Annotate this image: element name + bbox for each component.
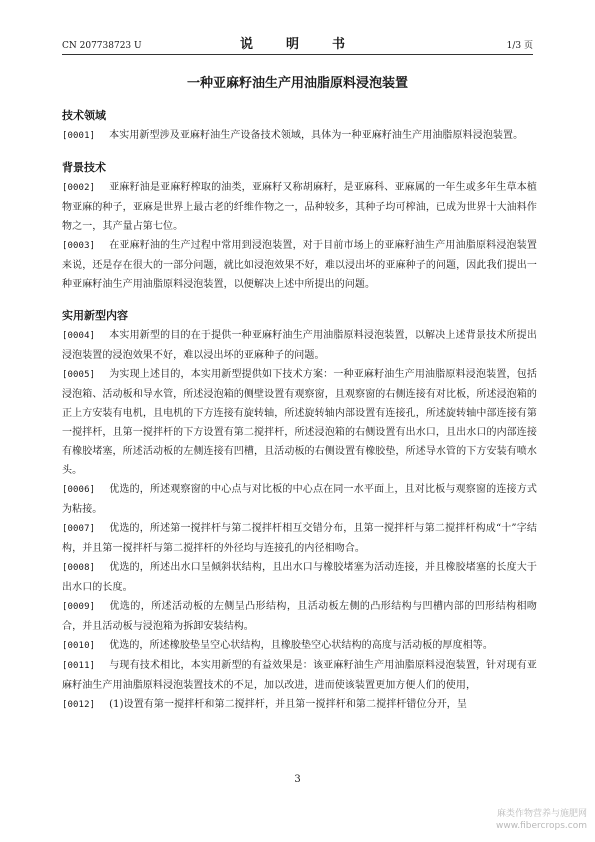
paragraph-text: 优选的，所述出水口呈倾斜状结构，且出水口与橡胶堵塞为活动连接，并且橡胶堵塞的长度大于出水口的长度。: [62, 562, 537, 593]
paragraph-number: [0010]: [62, 641, 96, 651]
watermark-url: www.fibercrops.com: [496, 821, 587, 831]
paragraph-number: [0005]: [62, 370, 96, 380]
paragraph-number: [0012]: [62, 700, 96, 710]
paragraph-text: 在亚麻籽油的生产过程中常用到浸泡装置，对于目前市场上的亚麻籽油生产用油脂原料浸泡装置来说，还是存在很大的一部分问题，就比如浸泡效果不好，难以浸出坏的亚麻种子的问题，因此我们提出一种亚麻籽油生产用油脂原料浸泡装置，以便解决上述中所提出的问题。: [62, 240, 537, 290]
paragraph: [62, 178, 537, 236]
document-title: 一种亚麻籽油生产用油脂原料浸泡装置: [186, 76, 408, 91]
paragraph-number: [0006]: [62, 485, 96, 495]
paragraph: [62, 597, 537, 636]
paragraph-number: [0009]: [62, 602, 96, 612]
paragraph-number: [0007]: [62, 524, 96, 534]
paragraph: [62, 326, 537, 365]
paragraph-text: 优选的，所述活动板的左侧呈凸形结构，且活动板左侧的凸形结构与凹槽内部的凹形结构相吻合，并且活动板与浸泡箱为拆卸安装结构。: [62, 601, 537, 632]
paragraph: [62, 126, 537, 146]
paragraph-number: [0011]: [62, 661, 96, 671]
paragraph-text: 优选的，所述橡胶垫呈空心状结构，且橡胶垫空心状结构的高度与活动板的厚度相等。: [109, 640, 493, 651]
paragraph: [62, 695, 537, 715]
paragraph: [62, 365, 537, 480]
paragraph-text: 本实用新型的目的在于提供一种亚麻籽油生产用油脂原料浸泡装置，以解决上述背景技术所提出浸泡装置的浸泡效果不好，难以浸出坏的亚麻种子的问题。: [62, 330, 537, 361]
page-number: 3: [294, 774, 301, 785]
paragraph-text: 与现有技术相比，本实用新型的有益效果是：该亚麻籽油生产用油脂原料浸泡装置，针对现有亚麻籽油生产用油脂原料浸泡装置技术的不足，加以改进，进而使该装置更加方便人们的使用，: [62, 660, 537, 691]
paragraph: [62, 519, 537, 558]
doc-number: CN 207738723 U: [62, 41, 142, 51]
section-heading: 背景技术: [62, 161, 106, 174]
paragraph: [62, 636, 537, 656]
paragraph: [62, 236, 537, 294]
document-body: [62, 108, 537, 715]
paragraph-text: 优选的，所述观察窗的中心点与对比板的中心点在同一水平面上，且对比板与观察窗的连接方式为粘接。: [62, 484, 537, 515]
watermark-line: 麻类作物营养与施肥网: [496, 809, 587, 819]
watermark: [496, 808, 587, 832]
paragraph-text: 为实现上述目的，本实用新型提供如下技术方案：一种亚麻籽油生产用油脂原料浸泡装置，包括浸泡箱、活动板和导水管，所述浸泡箱的侧壁设置有观察窗，且观察窗的右侧连接有对比板，所述浸泡箱的正上方安装有电机，且电机的下方连接有旋转轴，所述旋转轴内部设置有连接孔，所述旋转轴中部连接有第一搅拌杆，且第一搅拌杆的下方设置有第二搅拌杆，所述浸泡箱的右侧设置有出水口，且出水口的内部连接有橡胶堵塞，所述活动板的左侧连接有凹槽，且活动板的右侧设置有橡胶垫，所述导水管的下方安装有喷水头。: [62, 369, 537, 476]
doc-type-label: 说 明 书: [239, 37, 355, 52]
paragraph-number: [0001]: [62, 131, 96, 141]
paragraph-number: [0002]: [62, 183, 96, 193]
paragraph: [62, 656, 537, 695]
paragraph-text: (1)设置有第一搅拌杆和第二搅拌杆，并且第一搅拌杆和第二搅拌杆错位分开，呈: [109, 699, 467, 710]
paragraph-number: [0003]: [62, 241, 96, 251]
paragraph-number: [0004]: [62, 331, 96, 341]
paragraph-text: 亚麻籽油是亚麻籽榨取的油类，亚麻籽又称胡麻籽，是亚麻科、亚麻属的一年生或多年生草本植物亚麻的种子，亚麻是世界上最古老的纤维作物之一，品种较多，其种子均可榨油，已成为世界十大油料作物之一，其产量占第七位。: [62, 182, 537, 232]
paragraph: [62, 480, 537, 519]
paragraph-number: [0008]: [62, 563, 96, 573]
section-heading: 技术领域: [62, 109, 106, 122]
paragraph-text: 优选的，所述第一搅拌杆与第二搅拌杆相互交错分布，且第一搅拌杆与第二搅拌杆构成“十”字结构，并且第一搅拌杆与第二搅拌杆的外径均与连接孔的内径相吻合。: [62, 523, 537, 554]
page-header: [62, 36, 533, 55]
section-heading: 实用新型内容: [62, 309, 128, 322]
paragraph: [62, 558, 537, 597]
page-indicator: 1/3 页: [506, 41, 533, 51]
paragraph-text: 本实用新型涉及亚麻籽油生产设备技术领域，具体为一种亚麻籽油生产用油脂原料浸泡装置。: [109, 130, 524, 141]
